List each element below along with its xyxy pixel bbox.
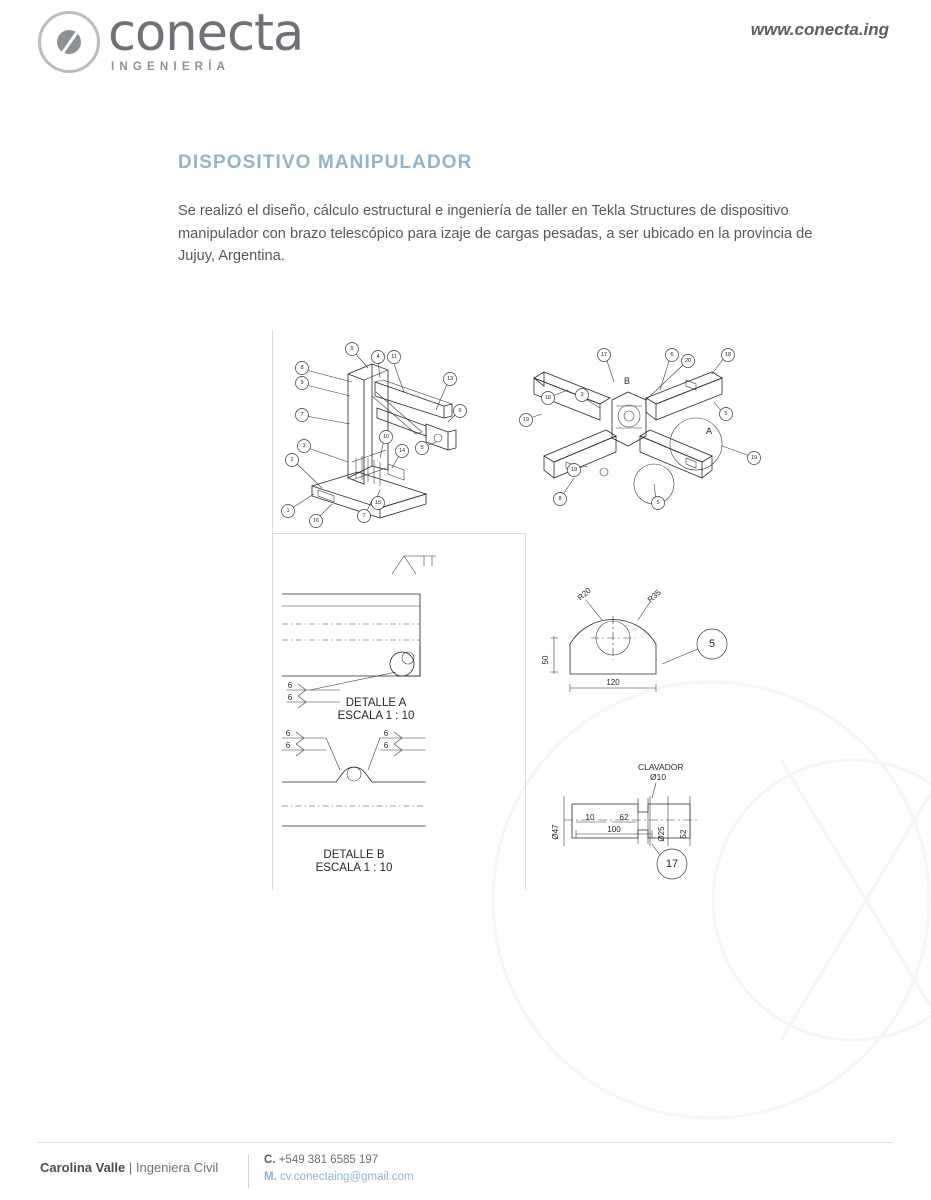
detail-a-weld (280, 580, 480, 720)
svg-text:R35: R35 (645, 587, 663, 605)
sheet-divider-vertical (272, 330, 273, 890)
svg-text:7: 7 (300, 412, 304, 418)
svg-text:8: 8 (300, 365, 304, 371)
svg-text:19: 19 (522, 417, 530, 423)
website-url[interactable]: www.conecta.ing (750, 20, 889, 39)
svg-text:ESCALA 1 : 10: ESCALA 1 : 10 (315, 862, 393, 874)
svg-text:6: 6 (285, 741, 291, 750)
svg-text:10: 10 (585, 813, 595, 822)
plate-part-5-detail (534, 580, 754, 710)
svg-text:CLAVADOR: CLAVADOR (638, 762, 684, 772)
page-title: DISPOSITIVO MANIPULADOR (178, 152, 473, 173)
footer-author (40, 1160, 218, 1175)
svg-text:9: 9 (350, 346, 354, 352)
svg-text:5: 5 (656, 500, 660, 506)
footer-author-role: | Ingeniera Civil (128, 1160, 219, 1175)
footer-mail-row[interactable] (264, 1169, 414, 1186)
svg-text:DETALLE B: DETALLE B (323, 849, 385, 861)
svg-text:6: 6 (285, 729, 291, 738)
svg-text:16: 16 (312, 518, 320, 524)
description-paragraph: Se realizó el diseño, cálculo estructural e ingeniería de taller en Tekla Structures de dispositivo manipulador con brazo telescópico para izaje de cargas pesadas, a ser ubicado en la provincia de Jujuy, Argentina. (178, 203, 813, 265)
pin-part-17-detail (540, 760, 760, 890)
footer-contact (264, 1152, 414, 1187)
svg-text:7: 7 (362, 513, 366, 519)
svg-text:6: 6 (287, 681, 293, 690)
svg-text:Ø25: Ø25 (657, 826, 666, 842)
svg-text:14: 14 (398, 448, 406, 454)
svg-text:20: 20 (684, 358, 692, 364)
drawing-sheet (272, 330, 772, 910)
svg-text:6: 6 (383, 741, 389, 750)
svg-text:19: 19 (570, 467, 578, 473)
svg-text:6: 6 (383, 729, 389, 738)
footer-author-name: Carolina Valle (40, 1160, 126, 1175)
svg-text:DETALLE A: DETALLE A (345, 697, 407, 709)
svg-text:Ø10: Ø10 (650, 772, 667, 782)
svg-text:1: 1 (286, 508, 290, 514)
svg-text:4: 4 (376, 354, 380, 360)
svg-text:Ø47: Ø47 (551, 824, 560, 840)
svg-text:50: 50 (541, 655, 550, 665)
svg-text:6: 6 (287, 693, 293, 702)
svg-text:R20: R20 (575, 585, 593, 603)
svg-text:62: 62 (619, 813, 629, 822)
svg-text:5: 5 (724, 411, 728, 417)
svg-text:B: B (624, 376, 631, 386)
page-footer (0, 1142, 931, 1200)
surface-finish-symbol (390, 552, 450, 582)
svg-text:10: 10 (382, 434, 390, 440)
footer-separator (248, 1154, 249, 1188)
sheet-divider-vertical-right (525, 533, 526, 890)
svg-text:3: 3 (580, 392, 584, 398)
brand-tagline: INGENIERÍA (111, 61, 231, 74)
svg-text:9: 9 (300, 380, 304, 386)
svg-text:6: 6 (670, 352, 674, 358)
svg-text:8: 8 (558, 496, 562, 502)
brand-wordmark: conecta (108, 4, 304, 63)
svg-text:5: 5 (420, 445, 424, 451)
svg-text:18: 18 (724, 352, 732, 358)
svg-text:120: 120 (606, 678, 620, 687)
detail-b-weld (280, 730, 480, 880)
svg-text:11: 11 (391, 354, 397, 360)
footer-mail-key: M. (264, 1171, 277, 1184)
footer-mail-value[interactable]: cv.conectaing@gmail.com (279, 1171, 414, 1184)
svg-text:17: 17 (600, 352, 608, 358)
isometric-manipulator-assembly (276, 338, 486, 528)
svg-text:6: 6 (458, 408, 462, 414)
footer-phone-value: +549 381 6585 197 (278, 1154, 379, 1166)
sheet-divider-horizontal-top (272, 330, 772, 331)
footer-phone-key: C. (264, 1154, 276, 1166)
footer-phone-row (264, 1152, 414, 1169)
svg-text:2: 2 (290, 457, 294, 463)
svg-text:17: 17 (665, 858, 679, 870)
svg-text:100: 100 (607, 825, 621, 834)
svg-text:A: A (706, 426, 713, 436)
svg-text:3: 3 (302, 443, 306, 449)
svg-text:52: 52 (679, 829, 688, 839)
sheet-divider-horizontal-mid (272, 533, 525, 534)
svg-text:19: 19 (750, 455, 758, 461)
svg-text:18: 18 (544, 395, 552, 401)
svg-text:13: 13 (446, 376, 454, 382)
footer-divider (38, 1142, 893, 1143)
isometric-base-cross-assembly (500, 338, 760, 528)
svg-text:ESCALA 1 : 10: ESCALA 1 : 10 (337, 710, 415, 722)
svg-text:5: 5 (708, 638, 716, 650)
svg-text:15: 15 (374, 500, 382, 506)
